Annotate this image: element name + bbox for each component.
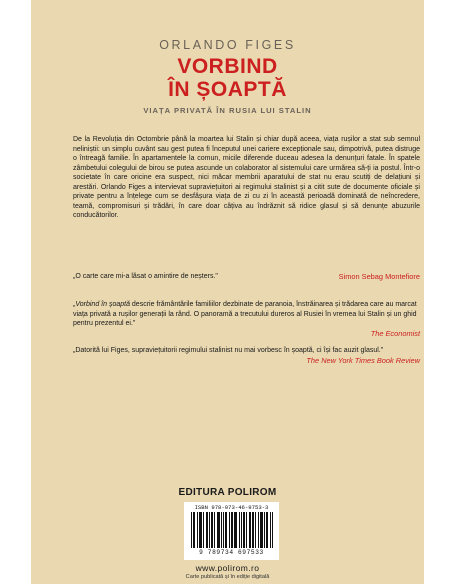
barcode-bar xyxy=(207,512,208,548)
barcode-bar xyxy=(244,512,245,548)
barcode-bar xyxy=(232,512,233,548)
publisher-website: www.polirom.ro xyxy=(195,563,260,573)
barcode-bar xyxy=(223,512,224,548)
barcode-bar xyxy=(241,512,242,548)
isbn-text: ISBN 978-973-46-9753-3 xyxy=(194,504,269,511)
barcode-bar xyxy=(258,512,259,548)
barcode-bar xyxy=(229,512,230,548)
barcode-bar xyxy=(201,512,202,548)
barcode-bar xyxy=(235,512,236,548)
barcode-bars xyxy=(191,512,274,548)
barcode-bar xyxy=(272,512,273,548)
barcode-bar xyxy=(200,512,201,548)
barcode-bar xyxy=(252,512,253,548)
barcode-bar xyxy=(260,512,261,548)
barcode-bar xyxy=(203,512,204,548)
barcode-bar xyxy=(246,512,247,548)
barcode-bar xyxy=(221,512,222,548)
barcode-bar xyxy=(267,512,268,548)
quote-source: Simon Sebag Montefiore xyxy=(338,272,420,281)
quote-text: „O carte care mi-a lăsat o amintire de neșters." xyxy=(73,273,218,280)
review-quote-1 xyxy=(73,272,420,282)
barcode-bar xyxy=(239,512,240,548)
barcode-bar xyxy=(226,512,227,548)
barcode-bar xyxy=(191,512,192,548)
book-description: De la Revoluția din Octombrie până la moartea lui Stalin și chiar după aceea, viața rușilor a stat sub semnul neliniștii: un simplu cuvânt sau gest putea fi începutul unei cariere excepționale sau, dimpotrivă, putea distruge o întreagă familie. În apartamentele la comun, micile diferende duceau adesea la denunțuri fatale. În spatele zâmbetului colegului de birou se putea ascunde un colaborator al sistemului care urmărea să-ți ia postul. Într-o societate în care oricine era suspect, nici măcar membrii aparatului de stat nu erau scutiți de delațiuni și arestări. Orlando Figes a intervievat supraviețuitori ai regimului stalinist și a citit sute de documente oficiale și private pentru a înțelege cum se desfășura viața de zi cu zi în această perioadă dominată de neîncredere, teamă, compromisuri și trădări, în care doar câțiva au îndrăznit să ridice glasul și să denunțe abuzurile conducătorilor. xyxy=(73,136,420,219)
barcode-bar xyxy=(209,512,210,548)
barcode xyxy=(184,502,279,560)
barcode-bar xyxy=(193,512,194,548)
barcode-bar xyxy=(206,512,207,548)
ean-number: 9 789734 697533 xyxy=(199,549,264,556)
barcode-bar xyxy=(214,512,215,548)
barcode-bar xyxy=(250,512,251,548)
author-name: ORLANDO FIGES xyxy=(159,38,296,52)
barcode-bar xyxy=(225,512,226,548)
barcode-bar xyxy=(243,512,244,548)
quote-open-mark: „ xyxy=(73,301,76,308)
quote-source: The New York Times Book Review xyxy=(306,355,420,365)
barcode-bar xyxy=(249,512,250,548)
book-title-line-2: ÎN ȘOAPTĂ xyxy=(168,78,287,101)
barcode-bar xyxy=(218,512,219,548)
book-subtitle: VIAȚA PRIVATĂ ÎN RUSIA LUI STALIN xyxy=(143,106,312,115)
quote-book-title: Vorbind în șoaptă xyxy=(75,301,130,308)
review-quote-2 xyxy=(73,300,420,338)
barcode-bar xyxy=(194,512,195,548)
publisher-name: EDITURA POLIROM xyxy=(178,487,277,498)
barcode-bar xyxy=(217,512,218,548)
book-title-line-1: VORBIND xyxy=(177,55,278,78)
review-quote-3 xyxy=(73,346,420,365)
barcode-bar xyxy=(255,512,256,548)
barcode-bar xyxy=(261,512,262,548)
digital-edition-note: Carte publicată și în ediție digitală xyxy=(185,574,270,580)
barcode-bar xyxy=(211,512,212,548)
barcode-bar xyxy=(270,512,271,548)
barcode-bar xyxy=(234,512,235,548)
book-back-cover xyxy=(31,0,424,584)
barcode-bar xyxy=(266,512,267,548)
barcode-bar xyxy=(231,512,232,548)
quote-text: descrie frământările familiilor dezbinate de paranoia, înstrăinarea și trădarea care au marcat viața privată a rușilor generații la rând. O panoramă a trecutului dureros al Rusiei în vremea lui Stalin și un ghid pentru prezentul ei." xyxy=(73,301,417,327)
barcode-bar xyxy=(199,512,200,548)
barcode-bar xyxy=(262,512,263,548)
barcode-bar xyxy=(219,512,220,548)
barcode-bar xyxy=(197,512,198,548)
barcode-bar xyxy=(212,512,213,548)
barcode-bar xyxy=(253,512,254,548)
quote-text: „Datorită lui Figes, supraviețuitorii regimului stalinist nu mai vorbesc în șoaptă, ci își fac auzit glasul." xyxy=(73,347,384,354)
quote-source: The Economist xyxy=(370,328,420,338)
barcode-bar xyxy=(264,512,265,548)
barcode-bar xyxy=(236,512,237,548)
